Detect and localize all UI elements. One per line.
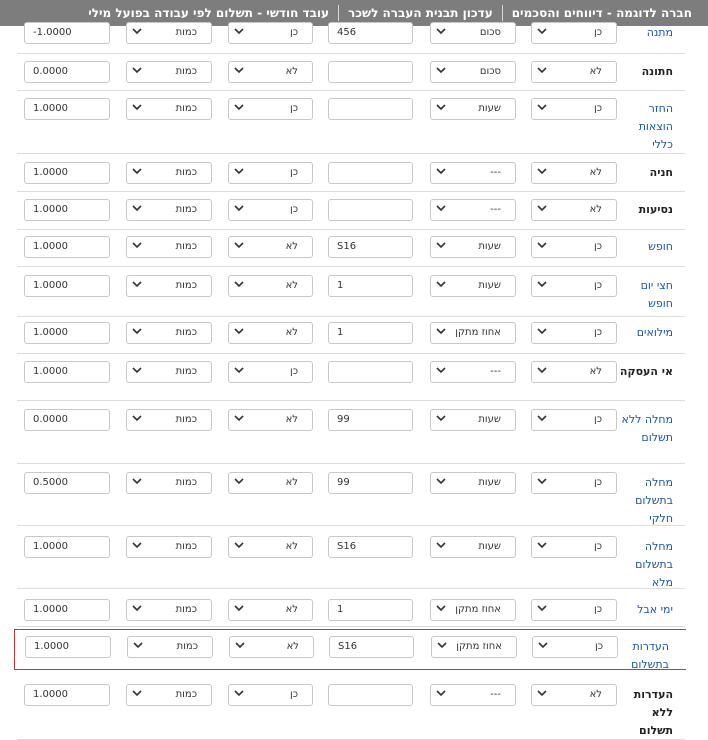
chevron-down-icon	[436, 279, 446, 289]
value-input[interactable]: 99	[328, 472, 413, 494]
apply-select[interactable]	[531, 22, 617, 44]
apply-select[interactable]	[531, 199, 617, 221]
flag-select[interactable]	[228, 322, 313, 344]
type-select[interactable]	[126, 409, 212, 431]
chevron-down-icon	[436, 688, 446, 698]
apply-select-value: לא	[589, 66, 602, 77]
table-row	[17, 401, 685, 464]
flag-select[interactable]	[228, 361, 313, 383]
apply-select[interactable]	[531, 361, 617, 383]
chevron-down-icon	[234, 365, 244, 375]
chevron-down-icon	[436, 540, 446, 550]
row-label[interactable]: מחלה ללא תשלום	[621, 413, 673, 444]
table-row	[17, 317, 685, 354]
chevron-down-icon	[436, 326, 446, 336]
row-label[interactable]: החזר הוצאות כללי	[638, 102, 673, 151]
flag-select-value: כן	[289, 366, 298, 377]
unit-select-value: ---	[490, 366, 501, 377]
type-select[interactable]	[126, 199, 212, 221]
type-select-value: כמות	[175, 414, 197, 425]
apply-select-value: כן	[593, 414, 602, 425]
table-row	[17, 589, 685, 627]
type-select[interactable]	[126, 236, 212, 258]
unit-select[interactable]	[430, 361, 516, 383]
chevron-down-icon	[537, 365, 547, 375]
factor-input[interactable]: 1.0000	[24, 98, 110, 120]
apply-select[interactable]	[531, 275, 617, 297]
flag-select[interactable]	[228, 409, 313, 431]
apply-select[interactable]	[531, 536, 617, 558]
type-select-value: כמות	[175, 604, 197, 615]
chevron-down-icon	[537, 26, 547, 36]
row-label[interactable]: חופש	[648, 240, 673, 253]
row-label[interactable]: מילואים	[636, 326, 673, 339]
type-select-value: כמות	[175, 27, 197, 38]
value-input[interactable]: S16	[329, 636, 414, 658]
flag-select-value: לא	[286, 641, 299, 652]
value-input[interactable]	[328, 684, 413, 706]
value-input[interactable]: 456	[328, 22, 413, 44]
chevron-down-icon	[132, 166, 142, 176]
flag-select-value: לא	[285, 604, 298, 615]
unit-select[interactable]	[430, 599, 516, 621]
chevron-down-icon	[436, 365, 446, 375]
chevron-down-icon	[234, 166, 244, 176]
flag-select[interactable]	[228, 199, 313, 221]
value-input[interactable]	[328, 361, 413, 383]
chevron-down-icon	[436, 603, 446, 613]
factor-input[interactable]: 1.0000	[24, 275, 110, 297]
row-label: נסיעות	[638, 203, 673, 216]
flag-select[interactable]	[228, 22, 313, 44]
breadcrumb-divider	[338, 5, 339, 21]
factor-input[interactable]: 1.0000	[25, 636, 111, 658]
flag-select-value: לא	[285, 327, 298, 338]
chevron-down-icon	[234, 413, 244, 423]
chevron-down-icon	[132, 326, 142, 336]
type-select-value: כמות	[176, 641, 198, 652]
row-label[interactable]: חצי יום חופש	[640, 279, 673, 310]
chevron-down-icon	[132, 240, 142, 250]
chevron-down-icon	[234, 603, 244, 613]
chevron-down-icon	[436, 476, 446, 486]
type-select-value: כמות	[175, 167, 197, 178]
flag-select[interactable]	[228, 61, 313, 83]
flag-select[interactable]	[228, 684, 313, 706]
unit-select[interactable]	[430, 409, 516, 431]
table-row	[17, 354, 685, 401]
unit-select[interactable]	[430, 236, 516, 258]
flag-select-value: לא	[285, 414, 298, 425]
chevron-down-icon	[132, 102, 142, 112]
flag-select-value: לא	[285, 66, 298, 77]
unit-select[interactable]	[430, 162, 516, 184]
unit-select-value: שעות	[478, 103, 501, 114]
chevron-down-icon	[132, 203, 142, 213]
chevron-down-icon	[234, 203, 244, 213]
chevron-down-icon	[537, 102, 547, 112]
factor-input[interactable]: 1.0000	[24, 536, 110, 558]
apply-select-value: כן	[593, 477, 602, 488]
chevron-down-icon	[132, 476, 142, 486]
flag-select-value: כן	[289, 689, 298, 700]
flag-select[interactable]	[228, 599, 313, 621]
type-select-value: כמות	[175, 241, 197, 252]
value-input[interactable]: S16	[328, 236, 413, 258]
chevron-down-icon	[537, 65, 547, 75]
table-row	[17, 267, 685, 317]
flag-select-value: כן	[289, 27, 298, 38]
chevron-down-icon	[537, 540, 547, 550]
unit-select[interactable]	[430, 472, 516, 494]
type-select[interactable]	[127, 636, 213, 658]
factor-input[interactable]: 1.0000	[24, 361, 110, 383]
apply-select-value: כן	[593, 103, 602, 114]
chevron-down-icon	[537, 413, 547, 423]
table-row	[17, 464, 685, 526]
chevron-down-icon	[132, 413, 142, 423]
chevron-down-icon	[132, 26, 142, 36]
table-row	[17, 154, 685, 192]
type-select[interactable]	[126, 599, 212, 621]
flag-select[interactable]	[228, 472, 313, 494]
chevron-down-icon	[537, 326, 547, 336]
apply-select-value: לא	[589, 689, 602, 700]
type-select[interactable]	[126, 536, 212, 558]
chevron-down-icon	[234, 240, 244, 250]
unit-select[interactable]	[430, 22, 516, 44]
apply-select[interactable]	[531, 322, 617, 344]
row-label: אי העסקה	[619, 365, 673, 378]
value-input[interactable]	[328, 61, 413, 83]
unit-select-value: אחוז מתקן	[456, 641, 502, 652]
factor-input[interactable]: 1.0000	[24, 162, 110, 184]
factor-input[interactable]: 0.0000	[24, 61, 110, 83]
unit-select[interactable]	[430, 61, 516, 83]
value-input[interactable]: 99	[328, 409, 413, 431]
chevron-down-icon	[132, 603, 142, 613]
type-select[interactable]	[126, 322, 212, 344]
chevron-down-icon	[437, 640, 447, 650]
apply-select[interactable]	[531, 236, 617, 258]
type-select[interactable]	[126, 22, 212, 44]
apply-select-value: לא	[589, 167, 602, 178]
unit-select-value: שעות	[478, 477, 501, 488]
type-select[interactable]	[126, 162, 212, 184]
chevron-down-icon	[234, 540, 244, 550]
factor-input[interactable]: 1.0000	[24, 684, 110, 706]
row-label: העדרות ללא תשלום	[633, 688, 673, 737]
apply-select[interactable]	[531, 684, 617, 706]
factor-input[interactable]: 1.0000	[24, 322, 110, 344]
unit-select-value: אחוז מתקן	[455, 604, 501, 615]
chevron-down-icon	[436, 203, 446, 213]
chevron-down-icon	[234, 26, 244, 36]
chevron-down-icon	[436, 102, 446, 112]
type-select-value: כמות	[175, 689, 197, 700]
row-label[interactable]: העדרות בתשלום	[631, 640, 669, 671]
flag-select-value: לא	[285, 541, 298, 552]
unit-select-value: אחוז מתקן	[455, 327, 501, 338]
chevron-down-icon	[132, 365, 142, 375]
apply-select[interactable]	[531, 162, 617, 184]
chevron-down-icon	[537, 603, 547, 613]
chevron-down-icon	[132, 279, 142, 289]
row-label[interactable]: ימי אבל	[637, 603, 673, 616]
apply-select-value: כן	[593, 241, 602, 252]
chevron-down-icon	[436, 166, 446, 176]
chevron-down-icon	[234, 476, 244, 486]
apply-select-value: כן	[593, 541, 602, 552]
flag-select-value: כן	[289, 204, 298, 215]
unit-select-value: סכום	[479, 27, 501, 38]
apply-select-value: כן	[593, 327, 602, 338]
unit-select-value: ---	[490, 204, 501, 215]
table-row	[17, 20, 685, 54]
type-select-value: כמות	[175, 66, 197, 77]
value-input[interactable]: 1	[328, 275, 413, 297]
chevron-down-icon	[132, 540, 142, 550]
chevron-down-icon	[133, 640, 143, 650]
apply-select-value: כן	[593, 27, 602, 38]
chevron-down-icon	[537, 240, 547, 250]
apply-select-value: לא	[589, 204, 602, 215]
chevron-down-icon	[538, 640, 548, 650]
type-select-value: כמות	[175, 204, 197, 215]
row-label[interactable]: מחלה בתשלום חלקי	[635, 476, 673, 525]
chevron-down-icon	[436, 65, 446, 75]
type-select-value: כמות	[175, 541, 197, 552]
unit-select-value: שעות	[478, 280, 501, 291]
chevron-down-icon	[234, 326, 244, 336]
type-select-value: כמות	[175, 327, 197, 338]
apply-select[interactable]	[532, 636, 618, 658]
factor-input[interactable]: 1.0000	[24, 599, 110, 621]
chevron-down-icon	[234, 102, 244, 112]
flag-select-value: לא	[285, 241, 298, 252]
chevron-down-icon	[537, 688, 547, 698]
flag-select[interactable]	[228, 98, 313, 120]
apply-select[interactable]	[531, 599, 617, 621]
flag-select[interactable]	[228, 536, 313, 558]
flag-select-value: כן	[289, 167, 298, 178]
chevron-down-icon	[537, 166, 547, 176]
chevron-down-icon	[132, 688, 142, 698]
unit-select[interactable]	[430, 684, 516, 706]
type-select-value: כמות	[175, 477, 197, 488]
type-select[interactable]	[126, 61, 212, 83]
chevron-down-icon	[537, 203, 547, 213]
apply-select[interactable]	[531, 61, 617, 83]
flag-select[interactable]	[229, 636, 314, 658]
type-select[interactable]	[126, 472, 212, 494]
chevron-down-icon	[436, 413, 446, 423]
apply-select[interactable]	[531, 409, 617, 431]
chevron-down-icon	[235, 640, 245, 650]
value-input[interactable]	[328, 199, 413, 221]
chevron-down-icon	[234, 65, 244, 75]
apply-select-value: לא	[589, 366, 602, 377]
unit-select-value: ---	[490, 167, 501, 178]
unit-select[interactable]	[430, 199, 516, 221]
row-label[interactable]: מחלה בתשלום מלא	[635, 540, 673, 589]
value-input[interactable]: 1	[328, 599, 413, 621]
unit-select-value: שעות	[478, 241, 501, 252]
type-select[interactable]	[126, 275, 212, 297]
table-row	[14, 629, 696, 670]
unit-select-value: שעות	[478, 414, 501, 425]
unit-select[interactable]	[430, 322, 516, 344]
table-row	[17, 675, 685, 740]
flag-select-value: לא	[285, 280, 298, 291]
row-label[interactable]: מתנה	[646, 26, 673, 39]
factor-input[interactable]: 1.0000	[24, 236, 110, 258]
chevron-down-icon	[436, 26, 446, 36]
type-select[interactable]	[126, 361, 212, 383]
breadcrumb-template[interactable]: עדכון תבנית העברה לשכר	[348, 6, 493, 20]
chevron-down-icon	[132, 65, 142, 75]
unit-select-value: שעות	[478, 541, 501, 552]
unit-select[interactable]	[430, 275, 516, 297]
row-label: חתונה	[641, 65, 673, 78]
type-select[interactable]	[126, 684, 212, 706]
flag-select[interactable]	[228, 162, 313, 184]
scrollbar-track[interactable]	[686, 26, 708, 740]
unit-select[interactable]	[431, 636, 517, 658]
value-input[interactable]	[328, 162, 413, 184]
apply-select[interactable]	[531, 98, 617, 120]
table-row	[17, 54, 685, 91]
apply-select-value: כן	[593, 604, 602, 615]
chevron-down-icon	[234, 279, 244, 289]
factor-input[interactable]: 0.0000	[24, 409, 110, 431]
chevron-down-icon	[234, 688, 244, 698]
chevron-down-icon	[537, 476, 547, 486]
table-row	[17, 526, 685, 589]
unit-select[interactable]	[430, 98, 516, 120]
chevron-down-icon	[436, 240, 446, 250]
type-select-value: כמות	[175, 280, 197, 291]
table-row	[17, 192, 685, 230]
flag-select-value: לא	[285, 477, 298, 488]
row-label: חניה	[649, 166, 673, 179]
type-select[interactable]	[126, 98, 212, 120]
breadcrumb-divider	[502, 5, 503, 21]
flag-select-value: כן	[289, 103, 298, 114]
unit-select[interactable]	[430, 536, 516, 558]
value-input[interactable]: 1	[328, 322, 413, 344]
value-input[interactable]: S16	[328, 536, 413, 558]
unit-select-value: סכום	[479, 66, 501, 77]
chevron-down-icon	[537, 279, 547, 289]
factor-input[interactable]: -1.0000	[24, 22, 110, 44]
apply-select-value: כן	[593, 280, 602, 291]
type-select-value: כמות	[175, 103, 197, 114]
factor-input[interactable]: 0.5000	[24, 472, 110, 494]
apply-select-value: כן	[594, 641, 603, 652]
unit-select-value: ---	[490, 689, 501, 700]
type-select-value: כמות	[175, 366, 197, 377]
value-input[interactable]	[328, 98, 413, 120]
apply-select[interactable]	[531, 472, 617, 494]
flag-select[interactable]	[228, 275, 313, 297]
factor-input[interactable]: 1.0000	[24, 199, 110, 221]
breadcrumb-company[interactable]: חברה לדוגמה - דיווחים והסכמים	[511, 6, 692, 20]
table-row	[17, 230, 685, 267]
flag-select[interactable]	[228, 236, 313, 258]
table-row	[17, 91, 685, 154]
breadcrumb-employee-type[interactable]: עובד חודשי - תשלום לפי עבודה בפועל מילי	[88, 6, 329, 20]
